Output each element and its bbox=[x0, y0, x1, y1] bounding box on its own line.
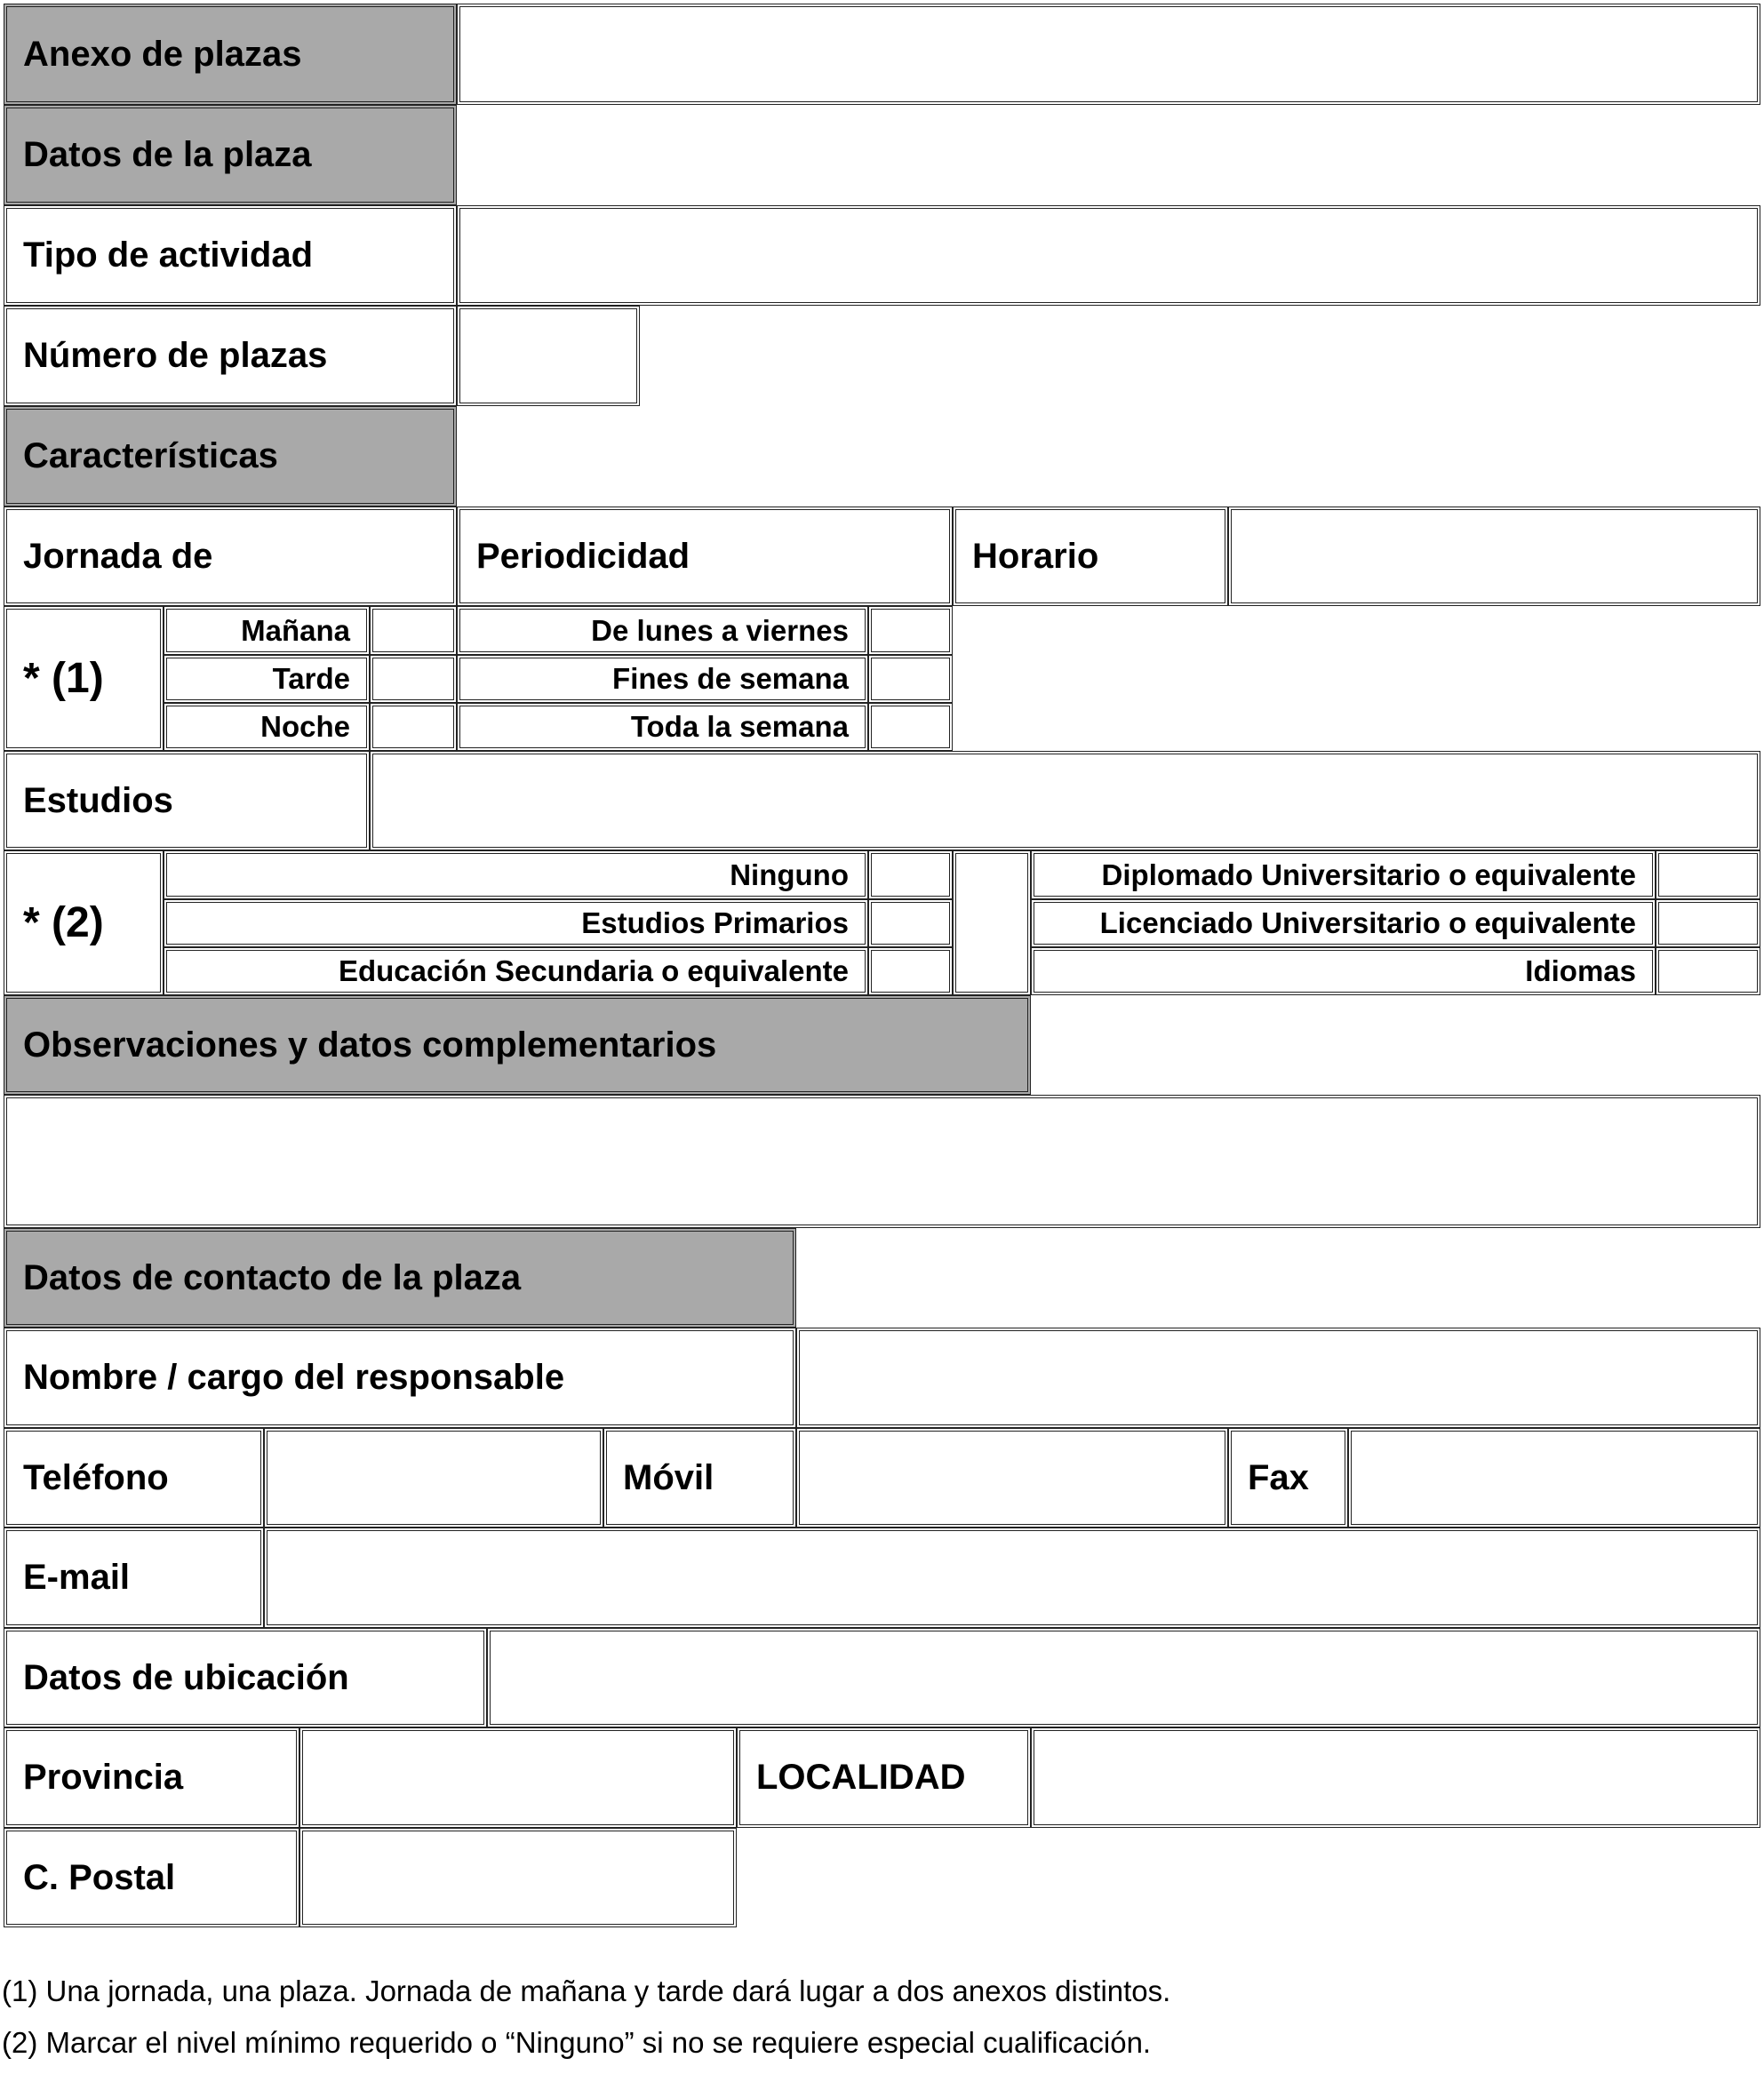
ubicacion-field[interactable] bbox=[487, 1628, 1760, 1727]
estudios-field[interactable] bbox=[370, 751, 1760, 850]
estudios-option-diplomado: Diplomado Universitario o equivalente bbox=[1031, 850, 1656, 899]
localidad-field[interactable] bbox=[1031, 1727, 1760, 1828]
periodicidad-option-toda-semana: Toda la semana bbox=[457, 703, 868, 751]
periodicidad-toda-semana-checkbox[interactable] bbox=[868, 703, 953, 751]
tipo-actividad-field[interactable] bbox=[457, 205, 1760, 306]
footnote-2: (2) Marcar el nivel mínimo requerido o “Ninguno” si no se requiere especial cualificación. bbox=[2, 2026, 1152, 2059]
estudios-option-ninguno: Ninguno bbox=[164, 850, 868, 899]
responsable-label: Nombre / cargo del responsable bbox=[4, 1328, 796, 1428]
fax-field[interactable] bbox=[1348, 1428, 1760, 1528]
estudios-ninguno-checkbox[interactable] bbox=[868, 850, 953, 899]
jornada-option-manana: Mañana bbox=[164, 606, 370, 655]
anexo-header: Anexo de plazas bbox=[4, 4, 457, 105]
jornada-option-noche: Noche bbox=[164, 703, 370, 751]
fax-label: Fax bbox=[1228, 1428, 1348, 1528]
responsable-field[interactable] bbox=[796, 1328, 1760, 1428]
provincia-label: Provincia bbox=[4, 1727, 299, 1828]
periodicidad-fines-semana-checkbox[interactable] bbox=[868, 655, 953, 703]
cpostal-field[interactable] bbox=[299, 1828, 737, 1927]
provincia-field[interactable] bbox=[299, 1727, 737, 1828]
estudios-secundaria-checkbox[interactable] bbox=[868, 947, 953, 995]
numero-plazas-label: Número de plazas bbox=[4, 306, 457, 406]
estudios-marker: * (2) bbox=[4, 850, 164, 995]
ubicacion-label: Datos de ubicación bbox=[4, 1628, 487, 1727]
datos-plaza-header: Datos de la plaza bbox=[4, 105, 457, 205]
periodicidad-label: Periodicidad bbox=[457, 507, 953, 606]
estudios-spacer-cell bbox=[953, 850, 1031, 995]
estudios-idiomas-checkbox[interactable] bbox=[1656, 947, 1760, 995]
periodicidad-lunes-viernes-checkbox[interactable] bbox=[868, 606, 953, 655]
periodicidad-option-lunes-viernes: De lunes a viernes bbox=[457, 606, 868, 655]
jornada-option-tarde: Tarde bbox=[164, 655, 370, 703]
estudios-primarios-checkbox[interactable] bbox=[868, 899, 953, 947]
cpostal-label: C. Postal bbox=[4, 1828, 299, 1927]
tipo-actividad-label: Tipo de actividad bbox=[4, 205, 457, 306]
caracteristicas-header: Características bbox=[4, 406, 457, 507]
footnote-1: (1) Una jornada, una plaza. Jornada de mañana y tarde dará lugar a dos anexos distintos. bbox=[2, 1974, 1171, 2007]
horario-label: Horario bbox=[953, 507, 1228, 606]
jornada-manana-checkbox[interactable] bbox=[370, 606, 457, 655]
contacto-header: Datos de contacto de la plaza bbox=[4, 1228, 796, 1328]
localidad-label: LOCALIDAD bbox=[737, 1727, 1031, 1828]
observaciones-field[interactable] bbox=[4, 1095, 1760, 1228]
numero-plazas-field[interactable] bbox=[457, 306, 640, 406]
telefono-field[interactable] bbox=[264, 1428, 603, 1528]
observaciones-header: Observaciones y datos complementarios bbox=[4, 995, 1031, 1095]
anexo-field[interactable] bbox=[457, 4, 1760, 105]
movil-label: Móvil bbox=[603, 1428, 796, 1528]
estudios-option-primarios: Estudios Primarios bbox=[164, 899, 868, 947]
horario-field[interactable] bbox=[1228, 507, 1760, 606]
estudios-option-licenciado: Licenciado Universitario o equivalente bbox=[1031, 899, 1656, 947]
jornada-noche-checkbox[interactable] bbox=[370, 703, 457, 751]
estudios-option-secundaria: Educación Secundaria o equivalente bbox=[164, 947, 868, 995]
estudios-label: Estudios bbox=[4, 751, 370, 850]
periodicidad-option-fines-semana: Fines de semana bbox=[457, 655, 868, 703]
jornada-label: Jornada de bbox=[4, 507, 457, 606]
estudios-diplomado-checkbox[interactable] bbox=[1656, 850, 1760, 899]
estudios-licenciado-checkbox[interactable] bbox=[1656, 899, 1760, 947]
movil-field[interactable] bbox=[796, 1428, 1228, 1528]
jornada-tarde-checkbox[interactable] bbox=[370, 655, 457, 703]
estudios-option-idiomas: Idiomas bbox=[1031, 947, 1656, 995]
telefono-label: Teléfono bbox=[4, 1428, 264, 1528]
jornada-marker: * (1) bbox=[4, 606, 164, 751]
email-field[interactable] bbox=[264, 1528, 1760, 1628]
email-label: E-mail bbox=[4, 1528, 264, 1628]
